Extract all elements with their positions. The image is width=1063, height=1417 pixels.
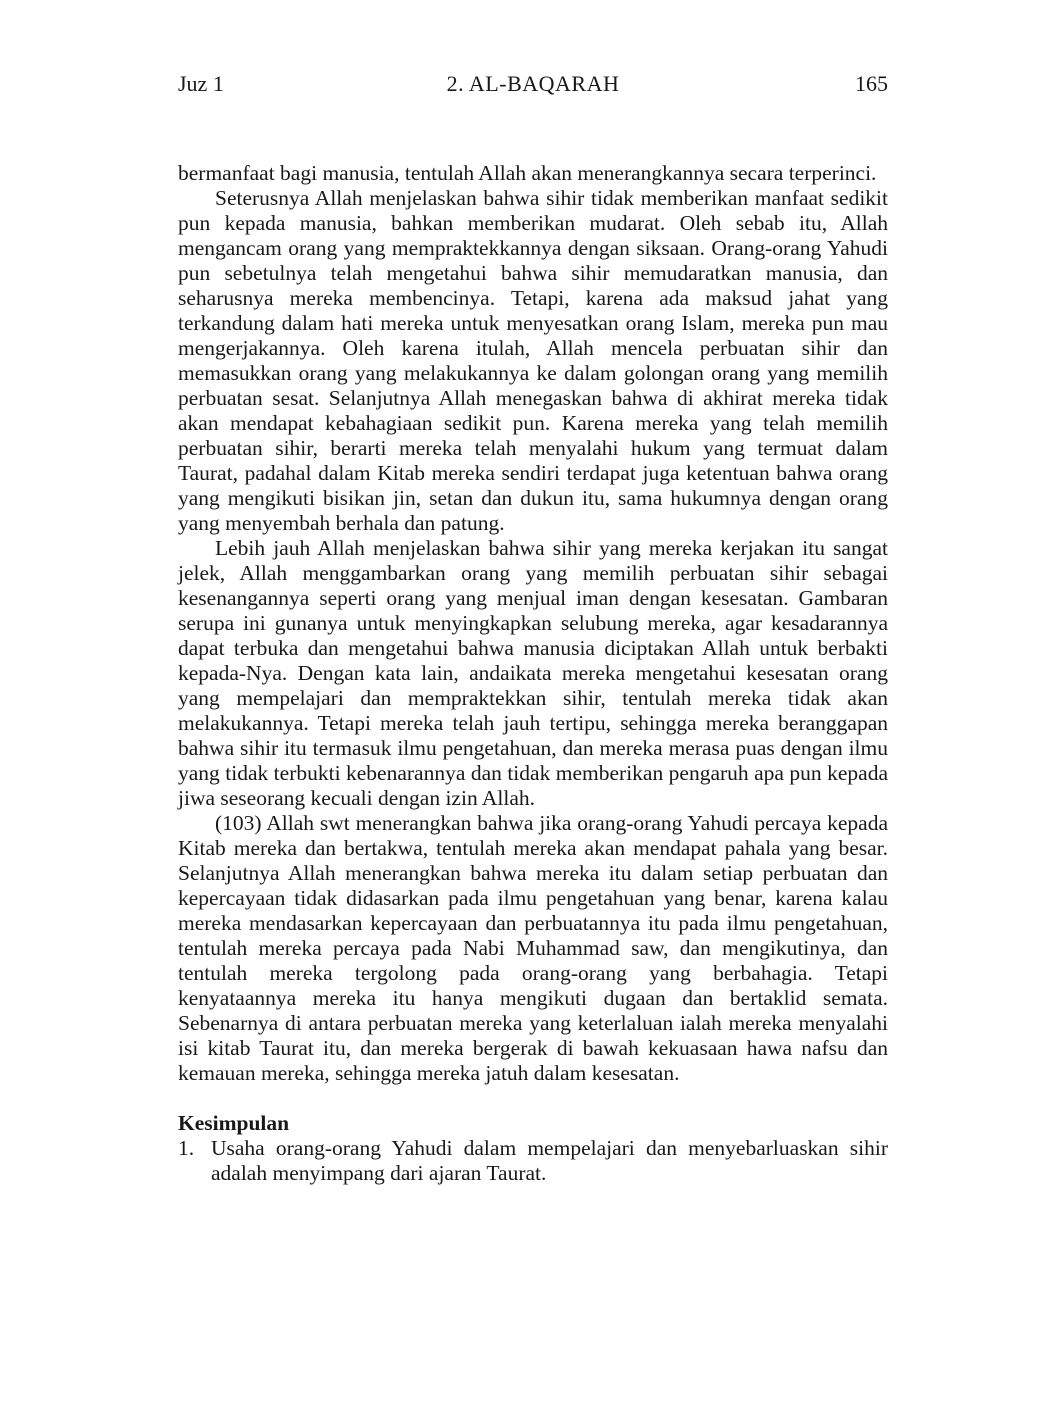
- body-paragraph: Seterusnya Allah menjelaskan bahwa sihir tidak memberikan manfaat sedikit pun kepada manusia, bahkan memberikan mudarat. Oleh sebab itu, Allah mengancam orang yang mempraktekkannya dengan siksaan. Orang-orang Yahudi pun sebetulnya telah mengetahui bahwa sihir memudaratkan manusia, dan seharusnya mereka membencinya. Tetapi, karena ada maksud jahat yang terkandung dalam hati mereka untuk menyesatkan orang Islam, mereka pun mau mengerjakannya. Oleh karena itulah, Allah mencela perbuatan sihir dan memasukkan orang yang melakukannya ke dalam golongan orang yang memilih perbuatan sesat. Selanjutnya Allah menegaskan bahwa di akhirat mereka tidak akan mendapat kebahagiaan sedikit pun. Karena mereka yang telah memilih perbuatan sihir, berarti mereka telah menyalahi hukum yang termuat dalam Taurat, padahal dalam Kitab mereka sendiri terdapat juga ketentuan bahwa orang yang mengikuti bisikan jin, setan dan dukun itu, sama hukumnya dengan orang yang menyembah berhala dan patung.: [178, 186, 888, 535]
- list-item-number: 1.: [178, 1136, 195, 1160]
- surah-title: 2. AL-BAQARAH: [446, 71, 620, 96]
- list-item-text: Usaha orang-orang Yahudi dalam mempelajari dan menyebarluaskan sihir adalah menyimpang dari ajaran Taurat.: [211, 1136, 888, 1185]
- body-text: [178, 161, 888, 1186]
- body-paragraph-continuation: bermanfaat bagi manusia, tentulah Allah akan menerangkannya secara terperinci.: [178, 161, 877, 185]
- body-paragraph: Lebih jauh Allah menjelaskan bahwa sihir yang mereka kerjakan itu sangat jelek, Allah menggambarkan orang yang memilih perbuatan sihir sebagai kesenangannya seperti orang yang menjual iman dengan kesesatan. Gambaran serupa ini gunanya untuk menyingkapkan selubung mereka, agar kesadarannya dapat terbuka dan mengetahui bahwa manusia diciptakan Allah untuk berbakti kepada-Nya. Dengan kata lain, andaikata mereka mengetahui kesesatan orang yang mempelajari dan mempraktekkan sihir, tentulah mereka tidak akan melakukannya. Tetapi mereka telah jauh tertipu, sehingga mereka beranggapan bahwa sihir itu termasuk ilmu pengetahuan, dan mereka merasa puas dengan ilmu yang tidak terbukti kebenarannya dan tidak memberikan pengaruh apa pun kepada jiwa seseorang kecuali dengan izin Allah.: [178, 536, 888, 810]
- page-header: [178, 70, 888, 97]
- juz-label: Juz 1: [178, 71, 224, 96]
- conclusion-section: [178, 1111, 888, 1186]
- page-number: 165: [855, 71, 888, 96]
- conclusion-heading: Kesimpulan: [178, 1111, 290, 1135]
- body-paragraph: (103) Allah swt menerangkan bahwa jika orang-orang Yahudi percaya kepada Kitab mereka dan bertakwa, tentulah mereka akan mendapat pahala yang besar. Selanjutnya Allah menerangkan bahwa mereka itu dalam setiap perbuatan dan kepercayaan tidak didasarkan pada ilmu pengetahuan yang benar, karena kalau mereka mendasarkan kepercayaan dan perbuatannya itu pada ilmu pengetahuan, tentulah mereka percaya pada Nabi Muhammad saw, dan mengikutinya, dan tentulah mereka tergolong pada orang-orang yang berbahagia. Tetapi kenyataannya mereka itu hanya mengikuti dugaan dan bertaklid semata. Sebenarnya di antara perbuatan mereka yang keterlaluan ialah mereka menyalahi isi kitab Taurat itu, dan mereka bergerak di bawah kekuasaan hawa nafsu dan kemauan mereka, sehingga mereka jatuh dalam kesesatan.: [178, 811, 888, 1085]
- list-item: [178, 1136, 888, 1186]
- page-content: [178, 70, 888, 1186]
